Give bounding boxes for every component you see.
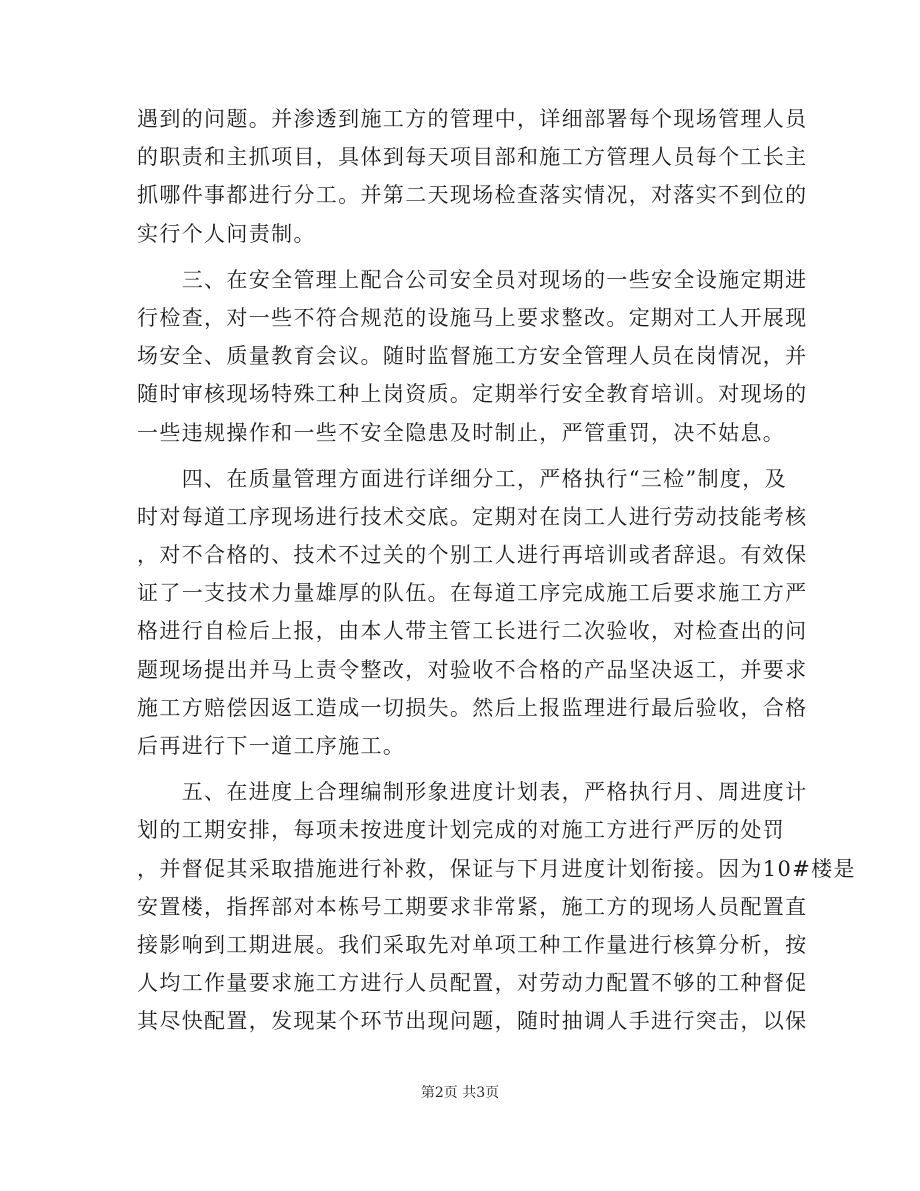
paragraph	[137, 261, 808, 452]
text-line: 施工方赔偿因返工造成一切损失。然后上报监理进行最后验收，合格	[137, 695, 808, 720]
text-line: 三、在安全管理上配合公司安全员对现场的一些安全设施定期进	[137, 267, 808, 292]
text-line: 一些违规操作和一些不安全隐患及时制止，严管重罚，决不姑息。	[137, 420, 786, 445]
text-line: 遇到的问题。并渗透到施工方的管理中，详细部署每个现场管理人员	[137, 107, 808, 131]
text-line: 题现场提出并马上责令整改，对验收不合格的产品坚决返工，并要求	[137, 657, 808, 682]
text-line: ，对不合格的、技术不过关的个别工人进行再培训或者辞退。有效保	[137, 543, 808, 568]
paragraph	[137, 460, 808, 766]
text-line: 接影响到工期进展。我们采取先对单项工种工作量进行核算分析，按	[137, 932, 808, 957]
paragraph	[137, 773, 856, 1040]
paragraph	[137, 100, 808, 253]
page-footer	[0, 1082, 920, 1102]
text-line: 的职责和主抓项目，具体到每天项目部和施工方管理人员每个工长主	[137, 145, 808, 170]
text-line: 后再进行下一道工序施工。	[137, 734, 406, 758]
text-line: 五、在进度上合理编制形象进度计划表，严格执行月、周进度计	[137, 780, 808, 805]
text-line: 实行个人问责制。	[137, 221, 316, 246]
text-line: 人均工作量要求施工方进行人员配置，对劳动力配置不够的工种督促	[137, 971, 808, 996]
text-line: 安置楼，指挥部对本栋号工期要求非常紧，施工方的现场人员配置直	[137, 894, 808, 919]
paragraph-gap	[137, 452, 785, 460]
text-line: 场安全、质量教育会议。随时监督施工方安全管理人员在岗情况，并	[137, 344, 808, 369]
text-line: 行检查，对一些不符合规范的设施马上要求整改。定期对工人开展现	[137, 305, 808, 330]
document-body	[137, 100, 856, 1041]
text-line: 证了一支技术力量雄厚的队伍。在每道工序完成施工后要求施工方严	[137, 581, 808, 606]
text-line: 抓哪件事都进行分工。并第二天现场检查落实情况，对落实不到位的	[137, 183, 808, 208]
paragraph-gap	[137, 253, 785, 261]
text-line: 格进行自检后上报，由本人带主管工长进行二次验收，对检查出的问	[137, 619, 808, 644]
text-line: 划的工期安排，每项未按进度计划完成的对施工方进行严厉的处罚	[137, 818, 786, 843]
text-line: 其尽快配置，发现某个环节出现问题，随时抽调人手进行突击，以保	[137, 1009, 808, 1034]
text-line: 四、在质量管理方面进行详细分工，严格执行“三检”制度，及	[137, 466, 787, 491]
text-line: ，并督促其采取措施进行补救，保证与下月进度计划衔接。因为10#楼是	[137, 856, 856, 881]
text-line: 时对每道工序现场进行技术交底。定期对在岗工人进行劳动技能考核	[137, 504, 808, 529]
paragraph-gap	[137, 765, 785, 773]
page-indicator: 第2页 共3页	[420, 1085, 500, 1101]
text-line: 随时审核现场特殊工种上岗资质。定期举行安全教育培训。对现场的	[137, 382, 808, 407]
